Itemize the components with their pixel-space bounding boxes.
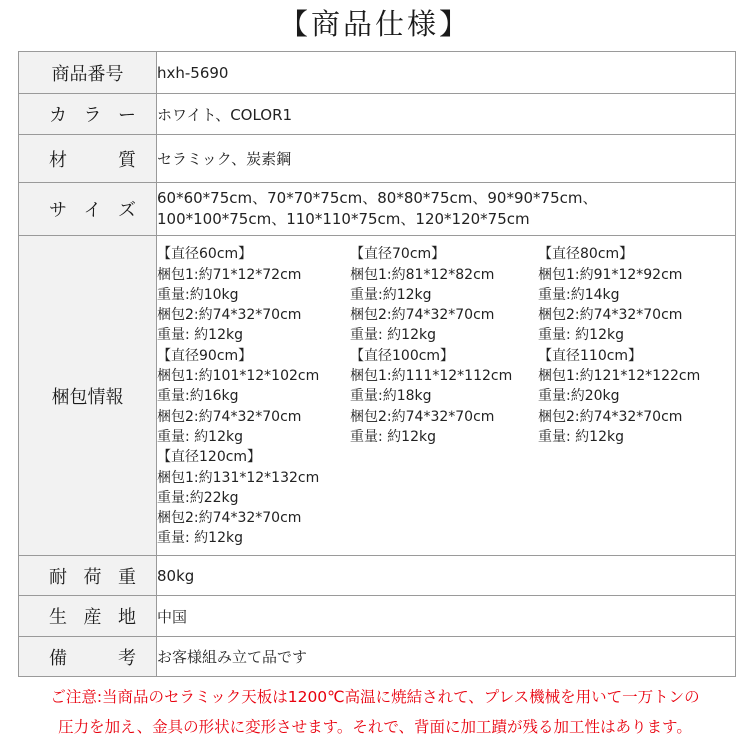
size-label-char: イ <box>83 200 102 221</box>
size-label-char: ズ <box>118 200 136 221</box>
size-label <box>19 183 157 236</box>
packaging-line: 梱包2:約74*32*70cm <box>157 307 302 324</box>
load-label-char: 荷 <box>83 566 102 588</box>
packaging-line: 重量: 約12kg <box>538 327 624 344</box>
color-label <box>19 94 157 135</box>
material-value: セラミック、炭素鋼 <box>157 135 736 183</box>
page-title: 【商品仕様】 <box>278 7 471 41</box>
row-color <box>19 94 736 135</box>
row-size <box>19 183 736 236</box>
packaging-line: 梱包2:約74*32*70cm <box>157 408 302 425</box>
remarks-label-char: 考 <box>118 647 136 669</box>
packaging-block <box>350 244 538 345</box>
packaging-line: 重量: 約12kg <box>157 428 243 445</box>
packaging-line: 重量:約14kg <box>538 286 620 303</box>
packaging-line: 梱包2:約74*32*70cm <box>538 307 683 324</box>
notice-line: ご注意:当商品のセラミック天板は1200℃高温に焼結されて、プレス機械を用いて一万トンの <box>50 688 700 706</box>
row-origin <box>19 596 736 637</box>
packaging-line: 重量:約12kg <box>350 286 432 303</box>
packaging-line: 梱包1:約71*12*72cm <box>157 266 302 283</box>
packaging-line: 梱包1:約81*12*82cm <box>350 266 495 283</box>
row-product-no <box>19 52 736 94</box>
size-line: 100*100*75cm、110*110*75cm、120*120*75cm <box>157 210 530 228</box>
packaging-block <box>157 447 350 548</box>
origin-label <box>19 596 157 637</box>
packaging-block <box>157 346 350 447</box>
color-label-char: カ <box>49 105 67 126</box>
packaging-block <box>538 244 728 345</box>
packaging-block-title: 【直径120cm】 <box>157 449 262 466</box>
packaging-line: 梱包2:約74*32*70cm <box>538 408 683 425</box>
row-load <box>19 556 736 596</box>
packaging-label: 梱包情報 <box>19 236 157 556</box>
packaging-block-title: 【直径70cm】 <box>350 246 446 263</box>
spec-table <box>18 51 736 677</box>
packaging-line: 梱包1:約131*12*132cm <box>157 469 320 486</box>
notice-line: 圧力を加え、金具の形状に変形させます。それで、背面に加工蹟が残る加工性はあります。 <box>58 718 692 736</box>
row-packaging <box>19 236 736 556</box>
origin-label-char: 生 <box>49 607 67 628</box>
load-label-char: 耐 <box>49 566 67 588</box>
packaging-line: 重量:約18kg <box>350 388 432 405</box>
packaging-line: 梱包2:約74*32*70cm <box>350 408 495 425</box>
packaging-line: 重量: 約12kg <box>157 530 243 547</box>
material-label-char: 質 <box>118 149 136 171</box>
packaging-grid <box>157 239 735 551</box>
remarks-value: お客様組み立て品です <box>157 637 736 677</box>
origin-value: 中国 <box>157 596 736 637</box>
color-value: ホワイト、COLOR1 <box>157 94 736 135</box>
product-no-label: 商品番号 <box>19 52 157 94</box>
color-label-char: ラ <box>83 105 102 126</box>
remarks-label <box>19 637 157 677</box>
origin-label-char: 地 <box>118 607 136 628</box>
packaging-line: 重量:約22kg <box>157 489 239 506</box>
packaging-value <box>157 236 736 556</box>
size-label-char: サ <box>49 200 67 221</box>
material-label-char: 材 <box>49 149 67 171</box>
packaging-block <box>538 346 728 447</box>
packaging-block-title: 【直径80cm】 <box>538 246 634 263</box>
row-material <box>19 135 736 183</box>
material-label <box>19 135 157 183</box>
product-no-value: hxh-5690 <box>157 52 736 94</box>
packaging-line: 梱包1:約91*12*92cm <box>538 266 683 283</box>
color-label-char: ー <box>118 105 136 126</box>
packaging-line: 梱包2:約74*32*70cm <box>157 510 302 527</box>
size-line: 60*60*75cm、70*70*75cm、80*80*75cm、90*90*75cm、 <box>157 189 598 207</box>
load-label <box>19 556 157 596</box>
packaging-block-title: 【直径100cm】 <box>350 347 455 364</box>
size-value <box>157 183 736 236</box>
notice <box>0 682 750 742</box>
packaging-line: 重量:約16kg <box>157 388 239 405</box>
packaging-block-title: 【直径110cm】 <box>538 347 643 364</box>
packaging-block-title: 【直径90cm】 <box>157 347 253 364</box>
packaging-block <box>157 244 350 345</box>
remarks-label-char: 備 <box>49 647 67 669</box>
load-label-char: 重 <box>118 566 136 588</box>
packaging-line: 重量: 約12kg <box>350 428 436 445</box>
packaging-block-title: 【直径60cm】 <box>157 246 253 263</box>
packaging-line: 重量: 約12kg <box>157 327 243 344</box>
origin-label-char: 産 <box>83 607 102 628</box>
load-value: 80kg <box>157 556 736 596</box>
packaging-line: 重量: 約12kg <box>350 327 436 344</box>
packaging-line: 重量:約10kg <box>157 286 239 303</box>
packaging-line: 梱包2:約74*32*70cm <box>350 307 495 324</box>
packaging-line: 重量:約20kg <box>538 388 620 405</box>
packaging-line: 重量: 約12kg <box>538 428 624 445</box>
packaging-line: 梱包1:約121*12*122cm <box>538 368 701 385</box>
packaging-line: 梱包1:約111*12*112cm <box>350 368 513 385</box>
row-remarks <box>19 637 736 677</box>
packaging-line: 梱包1:約101*12*102cm <box>157 368 320 385</box>
packaging-block <box>350 346 538 447</box>
